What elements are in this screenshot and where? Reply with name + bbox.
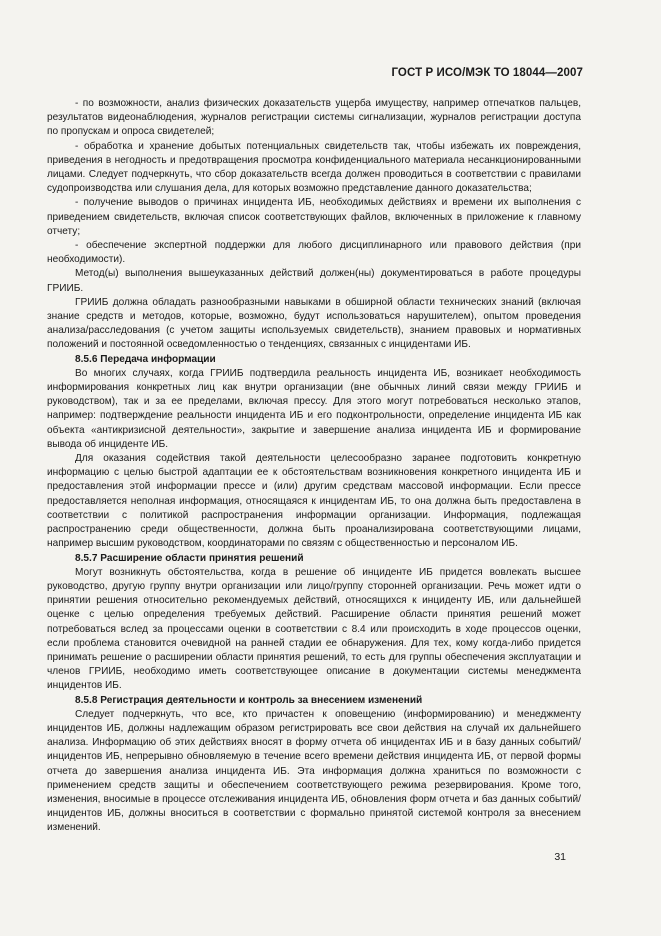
bullet-evidence-storage: - обработка и хранение добытых потенциальных свидетельств так, чтобы избежать их повреждения, приведения в негодность и предотвращения просмотра конфиденциального материала несанкционированными лицами. Следует подчеркнуть, что сбор доказательств всегда должен проводиться в соответствии с правилами судопроизводства или слушания дела, для которых возможно представление данного доказательства; xyxy=(47,140,581,195)
bullet-expert-support: - обеспечение экспертной поддержки для любого дисциплинарного или правового действия (при необходимости). xyxy=(47,240,581,266)
paragraph-press-info: Для оказания содействия такой деятельности целесообразно заранее подготовить конкретную информацию с целью быстрой адаптации ее к обстоятельствам возникновения конкретного инцидента ИБ и предоставления этой информации прессе и (или) другим средствам массовой информации. Если прессе предоставляется неполная информация, относящаяся к инцидентам ИБ, то она должна быть предоставлена в соответствии с политикой распространения информации организации. Информация, подлежащая распространению среди общественности, должна быть проанализирована соответствующими лицами, например высшим руководством, координаторами по связям с общественностью и персоналом ИБ. xyxy=(47,453,581,550)
page-body xyxy=(47,97,581,836)
section-heading-858: 8.5.8 Регистрация деятельности и контроль за внесением изменений xyxy=(75,694,423,706)
paragraph-communication: Во многих случаях, когда ГРИИБ подтвердила реальность инцидента ИБ, возникает необходимость информирования конкретных лиц как внутри организации (вне обычных линий связи между ГРИИБ и руководством), так и за ее пределами, включая прессу. Для этого могут потребоваться несколько этапов, например: подтверждение реальности инцидента ИБ и его подконтрольности, определение инцидента ИБ как объекта «антикризисной деятельности», закрытие и завершение анализа инцидента ИБ и формирование вывода об инциденте ИБ. xyxy=(47,367,581,450)
paragraph-skills: ГРИИБ должна обладать разнообразными навыками в обширной области технических знаний (включая знание средств и методов, которые, возможно, будут использоваться нарушителем), опытом проведения анализа/расследования (с учетом защиты используемых свидетельств), знанием правовых и нормативных положений и постоянной осведомленностью о тенденциях, связанных с инцидентами ИБ. xyxy=(47,296,581,351)
paragraph-logging: Следует подчеркнуть, что все, кто причастен к оповещению (информированию) и менеджменту инцидентов ИБ, должны надлежащим образом регистрировать все свои действия на случай их дальнейшего анализа. Информацию об этих действиях вносят в форму отчета об инцидентах ИБ и в базу данных событий/инцидентов ИБ, непрерывно обновляемую в течение всего времени действия инцидента ИБ, от первой формы отчета до завершения анализа инцидента ИБ. Эта информация должна храниться по возможности с применением средств защиты и обеспечением соответствующего режима резервирования. Кроме того, изменения, вносимые в процессе отслеживания инцидента ИБ, обновления форм отчета и баз данных событий/инцидентов ИБ, должны вноситься в соответствии с формально принятой системой контроля за внесением изменений. xyxy=(47,708,581,834)
page-number: 31 xyxy=(554,851,566,863)
section-heading-857: 8.5.7 Расширение области принятия решений xyxy=(75,552,304,564)
document-header: ГОСТ Р ИСО/МЭК ТО 18044—2007 xyxy=(391,67,583,79)
bullet-evidence-analysis: - по возможности, анализ физических доказательств ущерба имуществу, например отпечатков пальцев, результатов видеонаблюдения, журналов регистрации системы сигнализации, журналов регистрации доступа по пропускам и опроса свидетелей; xyxy=(47,98,581,138)
section-heading-856: 8.5.6 Передача информации xyxy=(75,353,216,365)
paragraph-methods: Метод(ы) выполнения вышеуказанных действий должен(ны) документироваться в работе процедуры ГРИИБ. xyxy=(47,268,581,294)
paragraph-escalation: Могут возникнуть обстоятельства, когда в решение об инциденте ИБ придется вовлекать высшее руководство, другую группу внутри организации или лицо/группу сторонней организации. Речь может идти о принятии решения относительно рекомендуемых действий, относящихся к инциденту ИБ, или дальнейшей оценке с целью определения требуемых действий. Расширение области принятия решений может потребоваться вслед за процессами оценки в соответствии с 8.4 или происходить в ходе процессов оценки, если проблема становится очевидной на ранней стадии ее обнаружения. Для тех, кому когда-либо придется принимать решение о расширении области принятия решений, то есть для группы обеспечения эксплуатации и членов ГРИИБ, необходимо иметь соответствующее описание в документации системы менеджмента инцидентов ИБ. xyxy=(47,566,581,692)
bullet-conclusions: - получение выводов о причинах инцидента ИБ, необходимых действиях и времени их выполнения с приведением свидетельств, включая список соответствующих файлов, включенных в приложение к главному отчету; xyxy=(47,197,581,237)
